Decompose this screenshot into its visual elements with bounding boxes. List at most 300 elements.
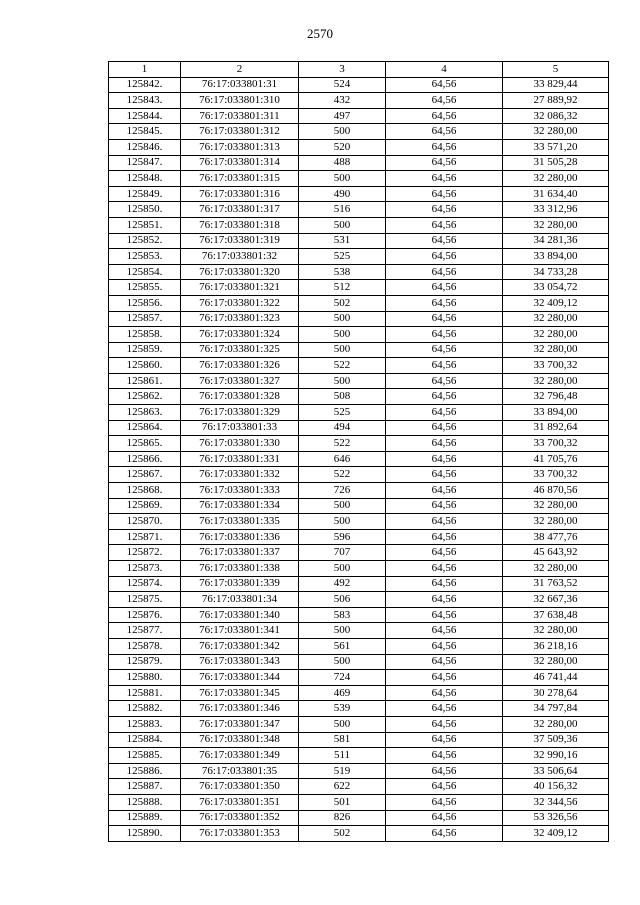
cadastral-number-cell: 76:17:033801:31 <box>181 77 299 93</box>
cadastral-number-cell: 76:17:033801:349 <box>181 748 299 764</box>
amount-cell: 33 894,00 <box>503 405 609 421</box>
amount-cell: 33 506,64 <box>503 763 609 779</box>
amount-cell: 37 638,48 <box>503 607 609 623</box>
table-row <box>109 202 609 218</box>
rate-cell: 64,56 <box>386 327 503 343</box>
amount-cell: 32 796,48 <box>503 389 609 405</box>
row-number-cell: 125861. <box>109 373 181 389</box>
area-cell: 492 <box>299 576 386 592</box>
table-row <box>109 592 609 608</box>
rate-cell: 64,56 <box>386 77 503 93</box>
amount-cell: 33 829,44 <box>503 77 609 93</box>
row-number-cell: 125878. <box>109 638 181 654</box>
amount-cell: 32 280,00 <box>503 171 609 187</box>
cadastral-number-cell: 76:17:033801:351 <box>181 794 299 810</box>
cadastral-number-cell: 76:17:033801:336 <box>181 529 299 545</box>
area-cell: 432 <box>299 93 386 109</box>
area-cell: 500 <box>299 171 386 187</box>
table-body <box>109 77 609 841</box>
row-number-cell: 125855. <box>109 280 181 296</box>
amount-cell: 38 477,76 <box>503 529 609 545</box>
table-row <box>109 342 609 358</box>
row-number-cell: 125863. <box>109 405 181 421</box>
cadastral-number-cell: 76:17:033801:341 <box>181 623 299 639</box>
area-cell: 522 <box>299 467 386 483</box>
rate-cell: 64,56 <box>386 436 503 452</box>
row-number-cell: 125889. <box>109 810 181 826</box>
cadastral-number-cell: 76:17:033801:353 <box>181 826 299 842</box>
rate-cell: 64,56 <box>386 623 503 639</box>
row-number-cell: 125869. <box>109 498 181 514</box>
row-number-cell: 125890. <box>109 826 181 842</box>
amount-cell: 32 280,00 <box>503 623 609 639</box>
area-cell: 500 <box>299 124 386 140</box>
row-number-cell: 125852. <box>109 233 181 249</box>
rate-cell: 64,56 <box>386 342 503 358</box>
amount-cell: 31 634,40 <box>503 186 609 202</box>
amount-cell: 32 280,00 <box>503 342 609 358</box>
cadastral-number-cell: 76:17:033801:344 <box>181 670 299 686</box>
row-number-cell: 125876. <box>109 607 181 623</box>
cadastral-number-cell: 76:17:033801:322 <box>181 295 299 311</box>
cadastral-number-cell: 76:17:033801:323 <box>181 311 299 327</box>
amount-cell: 32 280,00 <box>503 561 609 577</box>
amount-cell: 33 571,20 <box>503 139 609 155</box>
row-number-cell: 125854. <box>109 264 181 280</box>
amount-cell: 32 990,16 <box>503 748 609 764</box>
area-cell: 500 <box>299 623 386 639</box>
cadastral-number-cell: 76:17:033801:35 <box>181 763 299 779</box>
table-row <box>109 311 609 327</box>
row-number-cell: 125846. <box>109 139 181 155</box>
rate-cell: 64,56 <box>386 514 503 530</box>
rate-cell: 64,56 <box>386 701 503 717</box>
row-number-cell: 125873. <box>109 561 181 577</box>
rate-cell: 64,56 <box>386 186 503 202</box>
cadastral-number-cell: 76:17:033801:34 <box>181 592 299 608</box>
cadastral-number-cell: 76:17:033801:345 <box>181 685 299 701</box>
table-row <box>109 139 609 155</box>
row-number-cell: 125883. <box>109 716 181 732</box>
area-cell: 500 <box>299 716 386 732</box>
rate-cell: 64,56 <box>386 810 503 826</box>
area-cell: 596 <box>299 529 386 545</box>
table-row <box>109 405 609 421</box>
row-number-cell: 125888. <box>109 794 181 810</box>
row-number-cell: 125885. <box>109 748 181 764</box>
row-number-cell: 125858. <box>109 327 181 343</box>
table-row <box>109 685 609 701</box>
area-cell: 707 <box>299 545 386 561</box>
row-number-cell: 125860. <box>109 358 181 374</box>
rate-cell: 64,56 <box>386 124 503 140</box>
cadastral-number-cell: 76:17:033801:325 <box>181 342 299 358</box>
rate-cell: 64,56 <box>386 264 503 280</box>
amount-cell: 32 280,00 <box>503 654 609 670</box>
area-cell: 500 <box>299 514 386 530</box>
row-number-cell: 125843. <box>109 93 181 109</box>
cadastral-number-cell: 76:17:033801:331 <box>181 451 299 467</box>
rate-cell: 64,56 <box>386 389 503 405</box>
table-row <box>109 654 609 670</box>
cadastral-number-cell: 76:17:033801:324 <box>181 327 299 343</box>
header-row <box>109 62 609 78</box>
area-cell: 500 <box>299 342 386 358</box>
area-cell: 522 <box>299 358 386 374</box>
area-cell: 539 <box>299 701 386 717</box>
area-cell: 826 <box>299 810 386 826</box>
row-number-cell: 125857. <box>109 311 181 327</box>
cadastral-number-cell: 76:17:033801:32 <box>181 249 299 265</box>
amount-cell: 32 280,00 <box>503 498 609 514</box>
table-row <box>109 155 609 171</box>
area-cell: 519 <box>299 763 386 779</box>
row-number-cell: 125884. <box>109 732 181 748</box>
table-row <box>109 389 609 405</box>
rate-cell: 64,56 <box>386 654 503 670</box>
table-row <box>109 576 609 592</box>
row-number-cell: 125886. <box>109 763 181 779</box>
rate-cell: 64,56 <box>386 529 503 545</box>
table-row <box>109 607 609 623</box>
row-number-cell: 125847. <box>109 155 181 171</box>
amount-cell: 33 700,32 <box>503 467 609 483</box>
rate-cell: 64,56 <box>386 311 503 327</box>
table-row <box>109 810 609 826</box>
cadastral-number-cell: 76:17:033801:328 <box>181 389 299 405</box>
rate-cell: 64,56 <box>386 794 503 810</box>
amount-cell: 32 409,12 <box>503 826 609 842</box>
rate-cell: 64,56 <box>386 576 503 592</box>
row-number-cell: 125879. <box>109 654 181 670</box>
row-number-cell: 125877. <box>109 623 181 639</box>
amount-cell: 34 733,28 <box>503 264 609 280</box>
amount-cell: 31 892,64 <box>503 420 609 436</box>
cadastral-number-cell: 76:17:033801:342 <box>181 638 299 654</box>
rate-cell: 64,56 <box>386 202 503 218</box>
rate-cell: 64,56 <box>386 779 503 795</box>
cadastral-number-cell: 76:17:033801:311 <box>181 108 299 124</box>
cadastral-number-cell: 76:17:033801:350 <box>181 779 299 795</box>
rate-cell: 64,56 <box>386 748 503 764</box>
table-row <box>109 623 609 639</box>
amount-cell: 32 344,56 <box>503 794 609 810</box>
area-cell: 500 <box>299 373 386 389</box>
row-number-cell: 125844. <box>109 108 181 124</box>
row-number-cell: 125881. <box>109 685 181 701</box>
amount-cell: 45 643,92 <box>503 545 609 561</box>
cadastral-number-cell: 76:17:033801:33 <box>181 420 299 436</box>
table-row <box>109 483 609 499</box>
row-number-cell: 125882. <box>109 701 181 717</box>
cadastral-number-cell: 76:17:033801:318 <box>181 217 299 233</box>
rate-cell: 64,56 <box>386 217 503 233</box>
area-cell: 500 <box>299 327 386 343</box>
table-row <box>109 264 609 280</box>
row-number-cell: 125870. <box>109 514 181 530</box>
amount-cell: 33 700,32 <box>503 358 609 374</box>
table-row <box>109 451 609 467</box>
table-row <box>109 467 609 483</box>
cadastral-number-cell: 76:17:033801:314 <box>181 155 299 171</box>
table-row <box>109 124 609 140</box>
rate-cell: 64,56 <box>386 373 503 389</box>
amount-cell: 30 278,64 <box>503 685 609 701</box>
area-cell: 494 <box>299 420 386 436</box>
cadastral-number-cell: 76:17:033801:316 <box>181 186 299 202</box>
cadastral-number-cell: 76:17:033801:346 <box>181 701 299 717</box>
table-row <box>109 420 609 436</box>
area-cell: 520 <box>299 139 386 155</box>
table-row <box>109 638 609 654</box>
cadastral-number-cell: 76:17:033801:335 <box>181 514 299 530</box>
rate-cell: 64,56 <box>386 607 503 623</box>
area-cell: 500 <box>299 311 386 327</box>
rate-cell: 64,56 <box>386 295 503 311</box>
table-row <box>109 186 609 202</box>
table-row <box>109 763 609 779</box>
amount-cell: 32 086,32 <box>503 108 609 124</box>
row-number-cell: 125851. <box>109 217 181 233</box>
area-cell: 525 <box>299 405 386 421</box>
area-cell: 524 <box>299 77 386 93</box>
amount-cell: 32 280,00 <box>503 327 609 343</box>
area-cell: 581 <box>299 732 386 748</box>
area-cell: 525 <box>299 249 386 265</box>
cadastral-number-cell: 76:17:033801:340 <box>181 607 299 623</box>
area-cell: 500 <box>299 217 386 233</box>
amount-cell: 34 281,36 <box>503 233 609 249</box>
table-row <box>109 794 609 810</box>
rate-cell: 64,56 <box>386 826 503 842</box>
rate-cell: 64,56 <box>386 451 503 467</box>
table-row <box>109 358 609 374</box>
amount-cell: 32 280,00 <box>503 514 609 530</box>
area-cell: 502 <box>299 826 386 842</box>
column-header: 1 <box>109 62 181 78</box>
cadastral-number-cell: 76:17:033801:319 <box>181 233 299 249</box>
amount-cell: 41 705,76 <box>503 451 609 467</box>
row-number-cell: 125874. <box>109 576 181 592</box>
table-row <box>109 701 609 717</box>
area-cell: 511 <box>299 748 386 764</box>
cadastral-number-cell: 76:17:033801:312 <box>181 124 299 140</box>
amount-cell: 32 280,00 <box>503 217 609 233</box>
table-row <box>109 732 609 748</box>
table-row <box>109 514 609 530</box>
rate-cell: 64,56 <box>386 592 503 608</box>
amount-cell: 33 312,96 <box>503 202 609 218</box>
area-cell: 538 <box>299 264 386 280</box>
area-cell: 500 <box>299 561 386 577</box>
rate-cell: 64,56 <box>386 249 503 265</box>
area-cell: 516 <box>299 202 386 218</box>
amount-cell: 40 156,32 <box>503 779 609 795</box>
area-cell: 497 <box>299 108 386 124</box>
area-cell: 469 <box>299 685 386 701</box>
column-header: 4 <box>386 62 503 78</box>
amount-cell: 32 667,36 <box>503 592 609 608</box>
rate-cell: 64,56 <box>386 280 503 296</box>
rate-cell: 64,56 <box>386 405 503 421</box>
row-number-cell: 125867. <box>109 467 181 483</box>
table-row <box>109 295 609 311</box>
rate-cell: 64,56 <box>386 561 503 577</box>
cadastral-number-cell: 76:17:033801:348 <box>181 732 299 748</box>
area-cell: 500 <box>299 498 386 514</box>
page-number: 2570 <box>307 26 333 41</box>
row-number-cell: 125859. <box>109 342 181 358</box>
area-cell: 512 <box>299 280 386 296</box>
area-cell: 501 <box>299 794 386 810</box>
column-header: 3 <box>299 62 386 78</box>
table-row <box>109 545 609 561</box>
cadastral-number-cell: 76:17:033801:329 <box>181 405 299 421</box>
rate-cell: 64,56 <box>386 171 503 187</box>
rate-cell: 64,56 <box>386 155 503 171</box>
rate-cell: 64,56 <box>386 670 503 686</box>
cadastral-number-cell: 76:17:033801:317 <box>181 202 299 218</box>
row-number-cell: 125842. <box>109 77 181 93</box>
amount-cell: 33 700,32 <box>503 436 609 452</box>
rate-cell: 64,56 <box>386 763 503 779</box>
amount-cell: 53 326,56 <box>503 810 609 826</box>
row-number-cell: 125850. <box>109 202 181 218</box>
cadastral-number-cell: 76:17:033801:332 <box>181 467 299 483</box>
amount-cell: 46 870,56 <box>503 483 609 499</box>
table-row <box>109 327 609 343</box>
table-row <box>109 436 609 452</box>
area-cell: 488 <box>299 155 386 171</box>
area-cell: 724 <box>299 670 386 686</box>
row-number-cell: 125868. <box>109 483 181 499</box>
table-row <box>109 826 609 842</box>
row-number-cell: 125856. <box>109 295 181 311</box>
cadastral-number-cell: 76:17:033801:338 <box>181 561 299 577</box>
area-cell: 506 <box>299 592 386 608</box>
rate-cell: 64,56 <box>386 498 503 514</box>
area-cell: 522 <box>299 436 386 452</box>
rate-cell: 64,56 <box>386 716 503 732</box>
row-number-cell: 125865. <box>109 436 181 452</box>
row-number-cell: 125871. <box>109 529 181 545</box>
table-row <box>109 529 609 545</box>
column-header: 5 <box>503 62 609 78</box>
area-cell: 508 <box>299 389 386 405</box>
row-number-cell: 125880. <box>109 670 181 686</box>
column-header: 2 <box>181 62 299 78</box>
amount-cell: 32 280,00 <box>503 124 609 140</box>
rate-cell: 64,56 <box>386 420 503 436</box>
row-number-cell: 125849. <box>109 186 181 202</box>
rate-cell: 64,56 <box>386 732 503 748</box>
row-number-cell: 125875. <box>109 592 181 608</box>
amount-cell: 32 280,00 <box>503 373 609 389</box>
table-row <box>109 77 609 93</box>
table-row <box>109 249 609 265</box>
table-row <box>109 280 609 296</box>
cadastral-number-cell: 76:17:033801:343 <box>181 654 299 670</box>
amount-cell: 37 509,36 <box>503 732 609 748</box>
table-row <box>109 108 609 124</box>
amount-cell: 34 797,84 <box>503 701 609 717</box>
row-number-cell: 125887. <box>109 779 181 795</box>
rate-cell: 64,56 <box>386 638 503 654</box>
cadastral-number-cell: 76:17:033801:321 <box>181 280 299 296</box>
cadastral-number-cell: 76:17:033801:330 <box>181 436 299 452</box>
table-row <box>109 498 609 514</box>
rate-cell: 64,56 <box>386 483 503 499</box>
cadastral-number-cell: 76:17:033801:337 <box>181 545 299 561</box>
cadastral-number-cell: 76:17:033801:339 <box>181 576 299 592</box>
rate-cell: 64,56 <box>386 467 503 483</box>
amount-cell: 32 280,00 <box>503 311 609 327</box>
row-number-cell: 125848. <box>109 171 181 187</box>
amount-cell: 31 763,52 <box>503 576 609 592</box>
cadastral-number-cell: 76:17:033801:313 <box>181 139 299 155</box>
cadastral-number-cell: 76:17:033801:347 <box>181 716 299 732</box>
table-header <box>109 62 609 78</box>
cadastral-number-cell: 76:17:033801:310 <box>181 93 299 109</box>
data-table <box>108 61 609 842</box>
cadastral-number-cell: 76:17:033801:315 <box>181 171 299 187</box>
cadastral-number-cell: 76:17:033801:333 <box>181 483 299 499</box>
area-cell: 622 <box>299 779 386 795</box>
area-cell: 502 <box>299 295 386 311</box>
area-cell: 561 <box>299 638 386 654</box>
rate-cell: 64,56 <box>386 93 503 109</box>
area-cell: 500 <box>299 654 386 670</box>
amount-cell: 33 894,00 <box>503 249 609 265</box>
rate-cell: 64,56 <box>386 108 503 124</box>
rate-cell: 64,56 <box>386 233 503 249</box>
table-row <box>109 233 609 249</box>
rate-cell: 64,56 <box>386 545 503 561</box>
area-cell: 583 <box>299 607 386 623</box>
cadastral-number-cell: 76:17:033801:327 <box>181 373 299 389</box>
table-row <box>109 716 609 732</box>
rate-cell: 64,56 <box>386 685 503 701</box>
table-row <box>109 779 609 795</box>
rate-cell: 64,56 <box>386 358 503 374</box>
table-row <box>109 171 609 187</box>
row-number-cell: 125853. <box>109 249 181 265</box>
table-row <box>109 373 609 389</box>
table-row <box>109 748 609 764</box>
amount-cell: 33 054,72 <box>503 280 609 296</box>
cadastral-number-cell: 76:17:033801:334 <box>181 498 299 514</box>
amount-cell: 27 889,92 <box>503 93 609 109</box>
area-cell: 646 <box>299 451 386 467</box>
area-cell: 726 <box>299 483 386 499</box>
amount-cell: 31 505,28 <box>503 155 609 171</box>
row-number-cell: 125845. <box>109 124 181 140</box>
table-row <box>109 670 609 686</box>
table-row <box>109 93 609 109</box>
cadastral-number-cell: 76:17:033801:320 <box>181 264 299 280</box>
amount-cell: 36 218,16 <box>503 638 609 654</box>
row-number-cell: 125862. <box>109 389 181 405</box>
row-number-cell: 125864. <box>109 420 181 436</box>
amount-cell: 46 741,44 <box>503 670 609 686</box>
amount-cell: 32 280,00 <box>503 716 609 732</box>
cadastral-number-cell: 76:17:033801:352 <box>181 810 299 826</box>
row-number-cell: 125866. <box>109 451 181 467</box>
area-cell: 490 <box>299 186 386 202</box>
table-row <box>109 217 609 233</box>
table-row <box>109 561 609 577</box>
row-number-cell: 125872. <box>109 545 181 561</box>
